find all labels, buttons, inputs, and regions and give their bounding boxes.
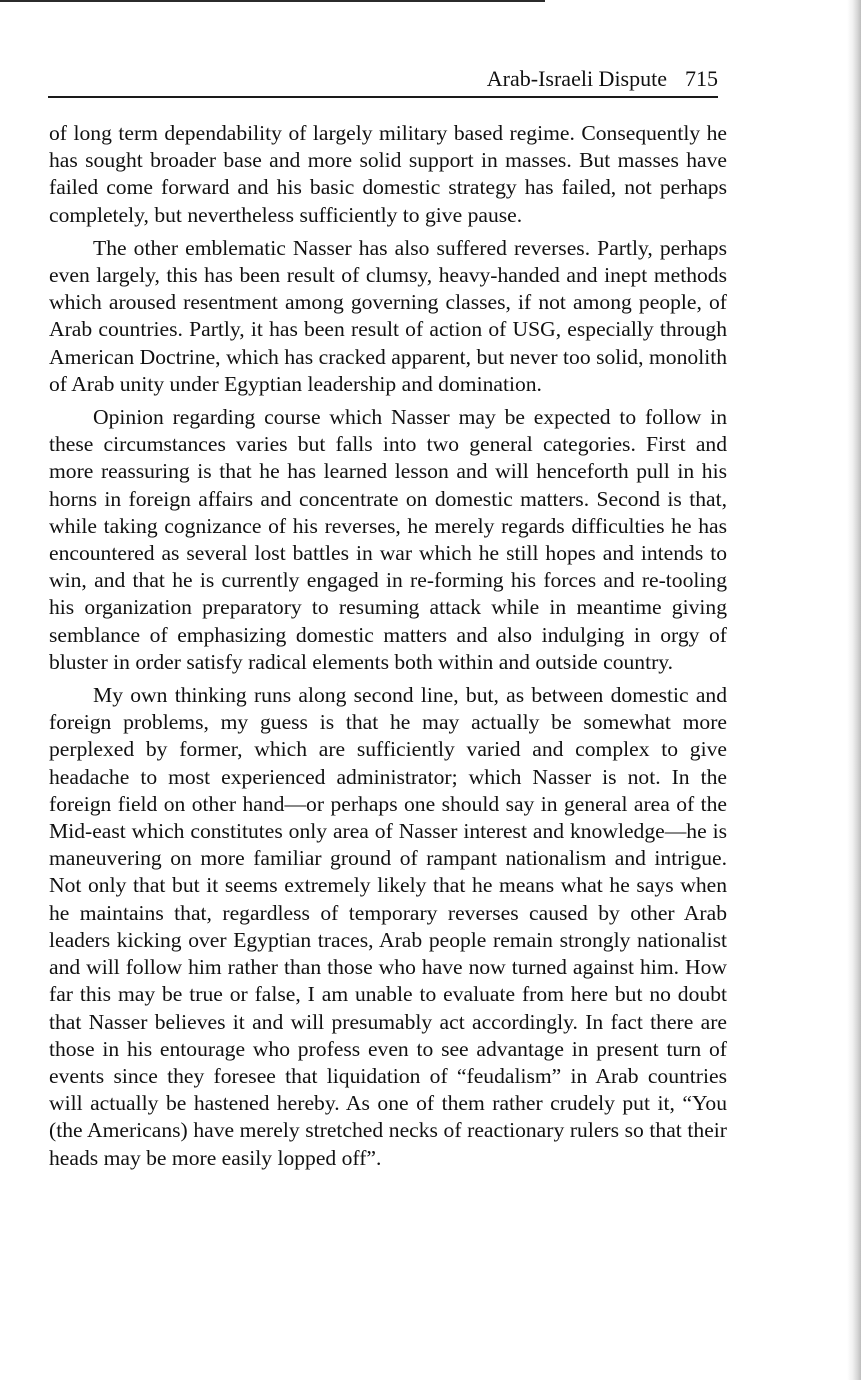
running-head-title: Arab-Israeli Dispute [486, 66, 667, 91]
paragraph: Opinion regarding course which Nasser may be expected to follow in these circumstances varies but falls into two general categories. First and more reassuring is that he has learned lesson and will henceforth pull in his horns in foreign affairs and concentrate on domestic matters. Second is that, while taking cognizance of his reverses, he merely regards difficulties he has encountered as several lost battles in war which he still hopes and intends to win, and that he is currently engaged in re-forming his forces and re-tooling his organization preparatory to resuming attack while in meantime giving semblance of emphasizing domestic matters and also indulging in orgy of bluster in order satisfy radical elements both within and outside country. [49, 405, 727, 674]
page-number: 715 [685, 66, 718, 91]
body-text [49, 120, 727, 1178]
paragraph: The other emblematic Nasser has also suffered reverses. Partly, perhaps even largely, this has been result of clumsy, heavy-handed and inept methods which aroused resentment among governing classes, if not among people, of Arab countries. Partly, it has been result of action of USG, especially through American Doctrine, which has cracked apparent, but never too solid, monolith of Arab unity under Egyptian leadership and domination. [49, 235, 727, 396]
scan-top-edge-line [0, 0, 545, 2]
paragraph: My own thinking runs along second line, but, as between domestic and foreign problems, my guess is that he may actually be somewhat more perplexed by former, which are sufficiently varied and complex to give headache to most experienced administrator; which Nasser is not. In the foreign field on other hand—or perhaps one should say in general area of the Mid-east which constitutes only area of Nasser interest and knowledge—he is maneuvering on more familiar ground of rampant nationalism and intrigue. Not only that but it seems extremely likely that he means what he says when he maintains that, regardless of temporary reverses caused by other Arab leaders kicking over Egyptian traces, Arab people remain strongly nationalist and will follow him rather than those who have now turned against him. How far this may be true or false, I am unable to evaluate from here but no doubt that Nasser believes it and will presumably act accordingly. In fact there are those in his entourage who profess even to see advantage in present turn of events since they foresee that liquidation of “feudalism” in Arab countries will actually be hastened hereby. As one of them rather crudely put it, “You (the Americans) have merely stretched necks of reactionary rulers so that their heads may be more easily lopped off”. [49, 683, 727, 1170]
running-head [48, 62, 718, 98]
paragraph-continued: of long term dependability of largely military based regime. Consequently he has sought broader base and more solid support in masses. But masses have failed come forward and his basic domestic strategy has failed, not perhaps completely, but nevertheless sufficiently to give pause. [49, 121, 727, 227]
scan-right-edge-shadow [847, 0, 861, 1380]
